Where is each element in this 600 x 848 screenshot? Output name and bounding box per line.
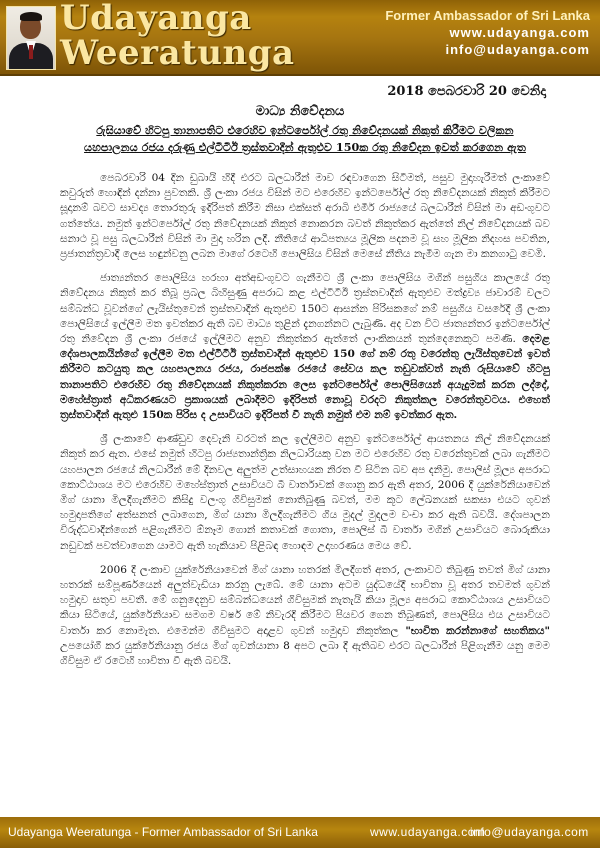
paragraph-4-text: 2006 දී ලංකාව යුක්රේනියාවෙන් මිග් යානා හතරක් මිලදීගත් අතර, ලංකාවට තිබුණු තවත් මිග් යානා හතරක් සම්පූර්ණයෙන් අලුත්වැඩියා කරනු ලැබේ. මේ යානා අටම යුද්ධයේදී භාවිතා වූ අතර තවමත් ගුවන් හමුදාව සතුව පවතී. මේ ගනුදෙනුව සම්බන්ධයෙන් ගිවිසුමක් නැතැයි කියා මූල්‍ය අපරාධ කොට්ඨාශය උසාවියට කියා සිටියේ, යුක්රේනියාව සමගම වර්ෂ මේ නිවැරදි කිරීමට පියවර ගෙන තිබුණත්, පොලිසිය එය උසාවියට වාර්තා කර නොමැත. එමෙන්ම ගිවිසුමට අදාළව ගුවන් හමුදාව නිකුත්කල <box>60 563 550 637</box>
document-body <box>60 171 550 678</box>
logo-name <box>60 1 295 71</box>
paragraph-2 <box>60 271 550 423</box>
paragraph-3-text: ශ්‍රී ලංකාවේ ආණ්ඩුව දෙවැනි වරටත් කල ඉල්ලීමට අනුව ඉන්ටර්පෝල් ආයතනය නිල් නිවේදනයක් නිකුත් කර ඇත. එසේ නමුත් හිටපු රාජ්‍යතාන්ත්‍රික නිලධාරියකු වන මට එරෙහිව රතු වරෙන්තුවක් ලබා ගැනීමට යහපාලන රජයේ නිලධාරීන් මේ දිනවල අලුත්ම උත්සාහයක නිරත වී සිටින බව අප දනිමු. පොලිස් මූල්‍ය අපරාධ කොට්ඨාශය මට එරෙහිව මහේස්ත්‍රාත් උසාවියට බී වාර්තාවක් ගොනු කර ඇති අතර, 2006 දී යුක්රේනියාවෙන් මිග් යානා මිලදීගැනීමට කිසිදු වලංගු ගිවිසුමක් නොතිබුණු බවත්, මම කූට ලේඛනයක් සකසා එයට ගුවන් හමුදාපතිගේ අත්සනත් ලබාගෙන, මිග් යානා මිලදීගැනීමට ගිය මුදල් මුදලම වංචා කර ඇති බවයි. දේශපාලන විරුද්ධවාදීන්ගෙන් පළිගැනීමට ඕනෑම ගොන් කතාවක් ගොතා, පොලිස් බී වාර්තා මගින් උසාවියට බොරුකියා නඩුවක් පවත්වාගෙන යාමට ඇති හැකියාව පිළිබඳ හොඳම උදාහරණය මෙය වේ. <box>60 433 550 552</box>
document-title: මාධ්‍ය නිවේදනය <box>255 104 345 119</box>
header-title: Former Ambassador of Sri Lanka <box>385 8 590 23</box>
footer-website[interactable]: www.udayanga.com <box>370 825 486 839</box>
paragraph-1-text: පෙබරවාරි 04 දින ඩුබායි හිදී එරට බලධාරීන් මාව රඳවාගෙන සිටීමත්, පසුව මුදාහැරීමත් ලංකාවේ කවුරුත් හොඳින් දන්නා පුවතකි. ශ්‍රී ලංකා රජය විසින් මට එරෙහිව ඉන්ටර්පෝල් රතු නිවේදනයක් නිකුත් කිරීමට සූදානම් බවට සාවද්‍ය තොරතුරු ඉදිරිපත් කිරීම නිසා එක්සත් අරාබි එමීර් රාජ්‍යයේ බලධාරීන් විසින් මා අඩංගුවට ගත්තේය. නමුත් ඉන්ටර්පෝල් රතු නිවේදනයක් නිකුත් නොකරන බවත් නිකුත්කර ඇත්තේ නිල් නිවේදනයක් බව සනාථ වූ පසු බලධාරීන් විසින් මා මුදා හරින ලදී. නීතියේ ආධිපත්‍යය මූලික පදනම වූ සහ මූලික නිදහස පවතින, ප්‍රජාතන්ත්‍රවාදී ලෙස හඳුන්වනු ලබන මාගේ රටෙහි පොලිසිය විසින් මෙසේ නීතිය නැමීම ගැන මා කනගාටු වෙමි. <box>60 172 550 261</box>
subtitle-line-1: රුසියාවේ හිටපු තානාපතිට එරෙහිව ඉන්ටර්පෝල් රතු නිවේදනයක් නිකුත් කිරීමට වලිකන <box>96 123 514 137</box>
photo-tie <box>29 45 33 59</box>
logo-name-line1: Udayanga <box>60 0 252 38</box>
document-subtitle <box>58 122 552 156</box>
logo-name-line2: Weeratunga <box>60 33 295 73</box>
header-contact <box>385 8 590 58</box>
document-date: 2018 පෙබරවාරි 20 වෙනිදා <box>387 84 546 99</box>
paragraph-2-text: ජාත්‍යන්තර පොලිසිය හරහා අත්අඩංගුවට ගැනීමට ශ්‍රී ලංකා පොලිසිය මගින් පසුගිය කාලයේ රතු නිවේදනය නිකුත් කර තිබූ ප්‍රබල බිහිසුණු අපරාධ කළ එල්ටීටීඊ ත්‍රස්තවාදීන් ඇතුළුව මත්ද්‍රව්‍ය ජාවාරම් වලට සම්බන්ධ වූවන්ගේ ලැයිස්තුවෙන් ත්‍රස්තවාදීන් ඇතුළුව 150ට ආසන්න පිරිසකගේ නම් පසුගිය වසරේදී ශ්‍රී ලංකා පොලිසියේ ඉල්ලීම මත ඉවත්කර ඇති බව මාධ්‍ය තුළින් දැනගන්නට ලැබුණි. අද වන විට ජාත්‍යන්තර ඉන්ටර්පෝල් රතු නිවේදන ශ්‍රී ලංකා රජයේ ඉල්ලීමට අනුව නිකුත්කර ඇත්තේ ලාංකිකයන් තුන්දෙනෙකුට පමණි. <box>60 272 550 346</box>
paragraph-2-bold: දෙමළ දේශපාලකයින්ගේ ඉල්ලීම මත එල්ටීටීඊ ත්‍රස්තවාදීන් ඇතුළුව 150 ගේ නම් රතු වරෙන්තු ලැයිස්තුවෙන් ඉවත් කිරීමට කටයුතු කල යහපාලනය රජය, රාජපක්ෂ රජයේ සේවය කල තඩුවක්වත් නැති රුසියාවේ හිටපු තානාපතිට එරෙහිව රතු නිවේදනයක් නිකුත්කරන ලෙස ඉන්ටර්පෝල් පොලිසියෙන් අයැදුමක් කරන ලද්දේ, මහේස්ත්‍රාත් අධිකරණයට ප්‍රකාශයක් ලබාදීමට ඉදිරිපත් නොවූ වරදට නිකුත්කල වරෙන්තුවටය. එහෙත් ත්‍රස්තවාදීන් ඇතුළු 150ක පිරිස ද උසාවියට ඉදිරිපත් වී නැති නමුත් එම නම් ඉවත්කර ඇත. <box>60 333 550 422</box>
paragraph-1 <box>60 171 550 262</box>
header-website[interactable]: www.udayanga.com <box>449 25 590 40</box>
paragraph-3 <box>60 432 550 554</box>
avatar-photo <box>6 6 56 70</box>
letterhead-footer <box>0 817 600 848</box>
footer-email[interactable]: info@udayanga.com <box>470 825 589 839</box>
footer-name: Udayanga Weeratunga - Former Ambassador of Sri Lanka <box>8 825 318 839</box>
paragraph-4-bold: "භාවිත කරන්නාගේ සහතිකය" <box>405 624 550 637</box>
header-email[interactable]: info@udayanga.com <box>445 42 590 57</box>
photo-hair <box>20 12 42 21</box>
letterhead-header <box>0 0 600 76</box>
subtitle-line-2: යහපාලනය රජය දරුණු එල්ටීටීඊ ත්‍රස්තවාදීන් ඇතුළුව 150ක රතු නිවේදන ඉවත් කරගෙන ඇත <box>84 140 526 154</box>
paragraph-4-text-end: උපයෝගී කර යුක්රේනියානු රජය මිග් ගුවන්යානා 8 අපට ලබා දී ඇතිබව එරට බලධාරීන් පිළිගැනීම යනු මෙම ගිවිසුම ඒ රටෙහි හාවිතා වී ඇති බවයි. <box>60 639 550 668</box>
paragraph-4 <box>60 563 550 669</box>
